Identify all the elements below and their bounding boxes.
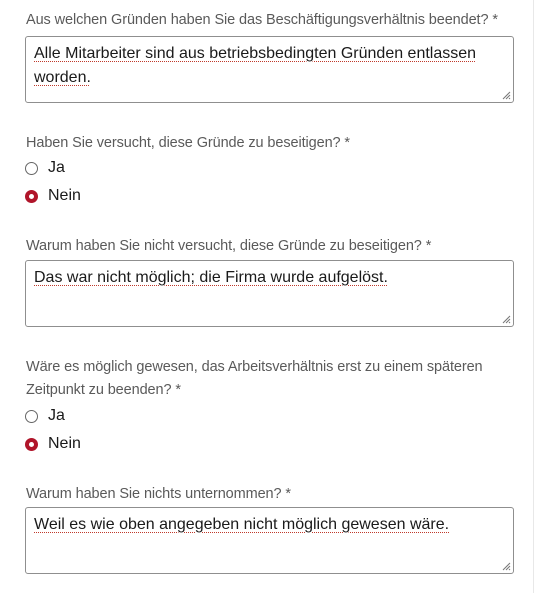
question-3-label: Warum haben Sie nicht versucht, diese Gründe zu beseitigen? * xyxy=(26,238,432,254)
radio-unchecked-icon[interactable] xyxy=(25,162,38,175)
resize-grip-icon[interactable] xyxy=(501,90,511,100)
question-5-answer: Weil es wie oben angegeben nicht möglich gewesen wäre. xyxy=(34,516,450,533)
question-3-answer: Das war nicht möglich; die Firma wurde aufgelöst. xyxy=(34,269,388,286)
question-4-option-ja[interactable] xyxy=(25,406,65,426)
question-1-answer: Alle Mitarbeiter sind aus betriebsbedingten Gründen entlassen worden. xyxy=(34,45,477,86)
option-label: Nein xyxy=(48,187,81,204)
option-label: Nein xyxy=(48,435,81,452)
resize-grip-icon[interactable] xyxy=(501,561,511,571)
resize-grip-icon[interactable] xyxy=(501,314,511,324)
question-5-textarea[interactable] xyxy=(25,507,514,574)
question-2-label: Haben Sie versucht, diese Gründe zu beseitigen? * xyxy=(26,135,350,151)
radio-checked-icon[interactable] xyxy=(25,438,38,451)
question-4-option-nein[interactable] xyxy=(25,434,81,454)
question-3-textarea[interactable] xyxy=(25,260,514,327)
question-1-label: Aus welchen Gründen haben Sie das Beschäftigungsverhältnis beendet? * xyxy=(26,12,498,28)
question-5-label: Warum haben Sie nichts unternommen? * xyxy=(26,486,291,502)
question-2-option-nein[interactable] xyxy=(25,186,81,206)
question-4-label-line1: Wäre es möglich gewesen, das Arbeitsverhältnis erst zu einem späteren xyxy=(26,359,483,375)
option-label: Ja xyxy=(48,407,65,424)
radio-unchecked-icon[interactable] xyxy=(25,410,38,423)
question-2-option-ja[interactable] xyxy=(25,158,65,178)
question-1-textarea[interactable] xyxy=(25,36,514,103)
option-label: Ja xyxy=(48,159,65,176)
question-4-label-line2: Zeitpunkt zu beenden? * xyxy=(26,382,181,398)
radio-checked-icon[interactable] xyxy=(25,190,38,203)
